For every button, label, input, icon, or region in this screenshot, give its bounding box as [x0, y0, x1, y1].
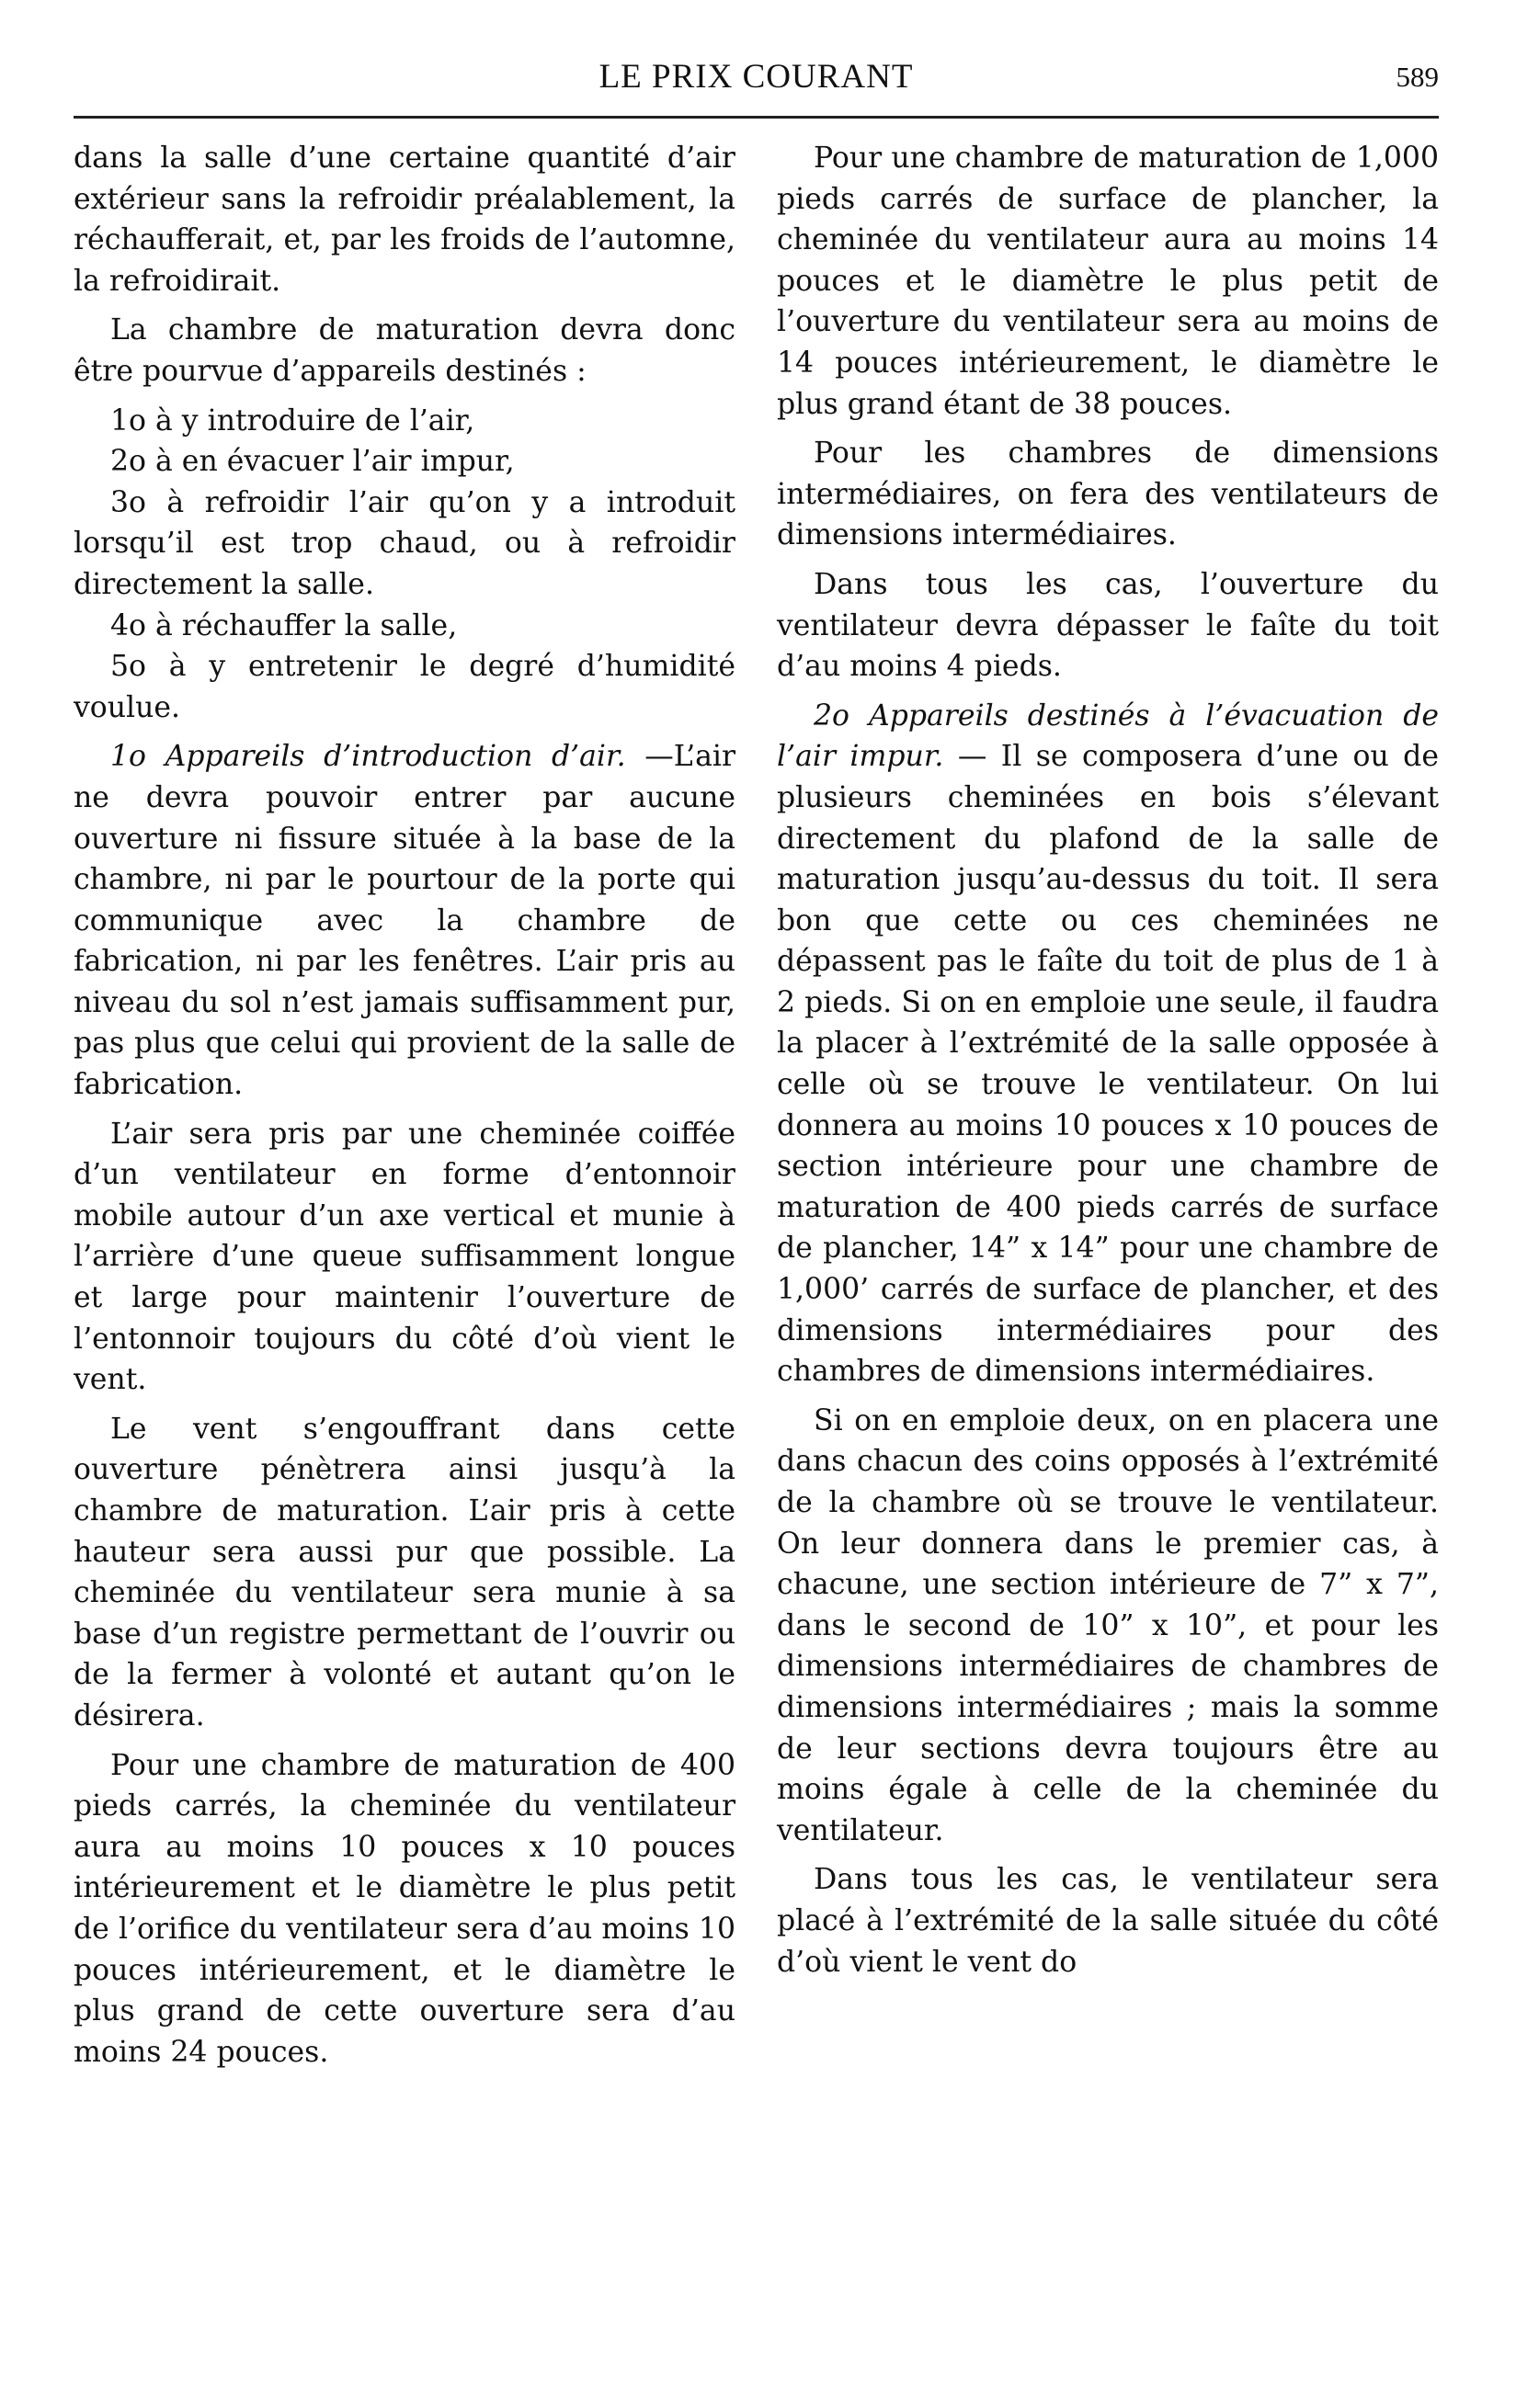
list-item: 1o à y introduire de l’air,	[110, 403, 475, 437]
paragraph: Pour une chambre de maturation de 400 pieds carrés, la cheminée du ventilateur aura au moins 10 pouces x 10 pouces intérieurement et le diamètre le plus petit de l’orifice du ventilateur sera d’au moins 10 pouces intérieurement, et le diamètre le plus grand de cette ouverture sera d’au moins 24 pouces.	[74, 1748, 735, 2069]
right-column	[777, 138, 1439, 1991]
running-title: LE PRIX COURANT	[598, 58, 914, 96]
list-item: 5o à y entretenir le degré d’humidité voulue.	[74, 650, 735, 724]
page-number: 589	[1396, 61, 1439, 93]
paragraph: dans la salle d’une certaine quantité d’air extérieur sans la refroidir préalablement, la réchaufferait, et, par les froids de l’automne, la refroidirait.	[74, 142, 735, 298]
paragraph: Si on en emploie deux, on en placera une dans chacun des coins opposés à l’extrémité de la chambre où se trouve le ventilateur. On leur donnera dans le premier cas, à chacune, une section intérieure de 7” x 7”, dans le second de 10” x 10”, et pour les dimensions intermédiaires de chambres de dimensions intermédiaires ; mais la somme de leur sections devra toujours être au moins égale à celle de la cheminée du ventilateur.	[777, 1403, 1439, 1847]
section-heading: 2o Appareils destinés à l’évacuation de l’air impur.	[777, 699, 1439, 774]
section-paragraph	[777, 696, 1439, 1392]
paragraph: La chambre de maturation devra donc être pourvue d’appareils destinés :	[74, 313, 735, 388]
list-item: 3o à refroidir l’air qu’on y a introduit lorsqu’il est trop chaud, ou à refroidir directement la salle.	[74, 485, 735, 601]
paragraph: Dans tous les cas, le ventilateur sera placé à l’extrémité de la salle située du côté d’où vient le vent do	[777, 1863, 1439, 1979]
section-paragraph	[74, 736, 735, 1105]
paragraph: L’air sera pris par une cheminée coiffée d’un ventilateur en forme d’entonnoir mobile autour d’un axe vertical et munie à l’arrière d’une queue suffisamment longue et large pour maintenir l’ouverture de l’entonnoir toujours du côté d’où vient le vent.	[74, 1117, 735, 1397]
left-column	[74, 138, 735, 2081]
paragraph: Pour une chambre de maturation de 1,000 pieds carrés de surface de plancher, la cheminée du ventilateur aura au moins 14 pouces et le diamètre le plus petit de l’ouverture du ventilateur sera au moins de 14 pouces intérieurement, le diamètre le plus grand étant de 38 pouces.	[777, 142, 1439, 421]
paragraph: Le vent s’engouffrant dans cette ouverture pénètrera ainsi jusqu’à la chambre de maturation. L’air pris à cette hauteur sera aussi pur que possible. La cheminée du ventilateur sera munie à sa base d’un registre permettant de l’ouvrir ou de la fermer à volonté et autant qu’on le désirera.	[74, 1412, 735, 1732]
section-heading: 1o Appareils d’introduction d’air.	[110, 740, 626, 774]
list-item: 2o à en évacuer l’air impur,	[110, 445, 515, 479]
header-rule	[74, 116, 1439, 119]
section-text: —L’air ne devra pouvoir entrer par aucune ouverture ni fissure située à la base de la chambre, ni par le pourtour de la porte qui communique avec la chambre de fabrication, ni par les fenêtres. L’air pris au niveau du sol n’est jamais suffisamment pur, pas plus que celui qui provient de la salle de fabrication.	[74, 740, 736, 1102]
list-item: 4o à réchauffer la salle,	[110, 608, 458, 642]
section-text: — Il se composera d’une ou de plusieurs cheminées en bois s’élevant directement du plafond de la salle de maturation jusqu’au-dessus du toit. Il sera bon que cette ou ces cheminées ne dépassent pas le faîte du toit de plus de 1 à 2 pieds. Si on en emploie une seule, il faudra la placer à l’extrémité de la salle opposée à celle où se trouve le ventilateur. On lui donnera au moins 10 pouces x 10 pouces de section intérieure pour une chambre de maturation de 400 pieds carrés de surface de plancher, 14” x 14” pour une chambre de 1,000’ carrés de surface de plancher, et des dimensions intermédiaires pour des chambres de dimensions intermédiaires.	[777, 740, 1439, 1389]
paragraph: Dans tous les cas, l’ouverture du ventilateur devra dépasser le faîte du toit d’au moins 4 pieds.	[777, 567, 1439, 684]
paragraph: Pour les chambres de dimensions intermédiaires, on fera des ventilateurs de dimensions intermédiaires.	[777, 437, 1439, 552]
page-header	[74, 57, 1439, 112]
